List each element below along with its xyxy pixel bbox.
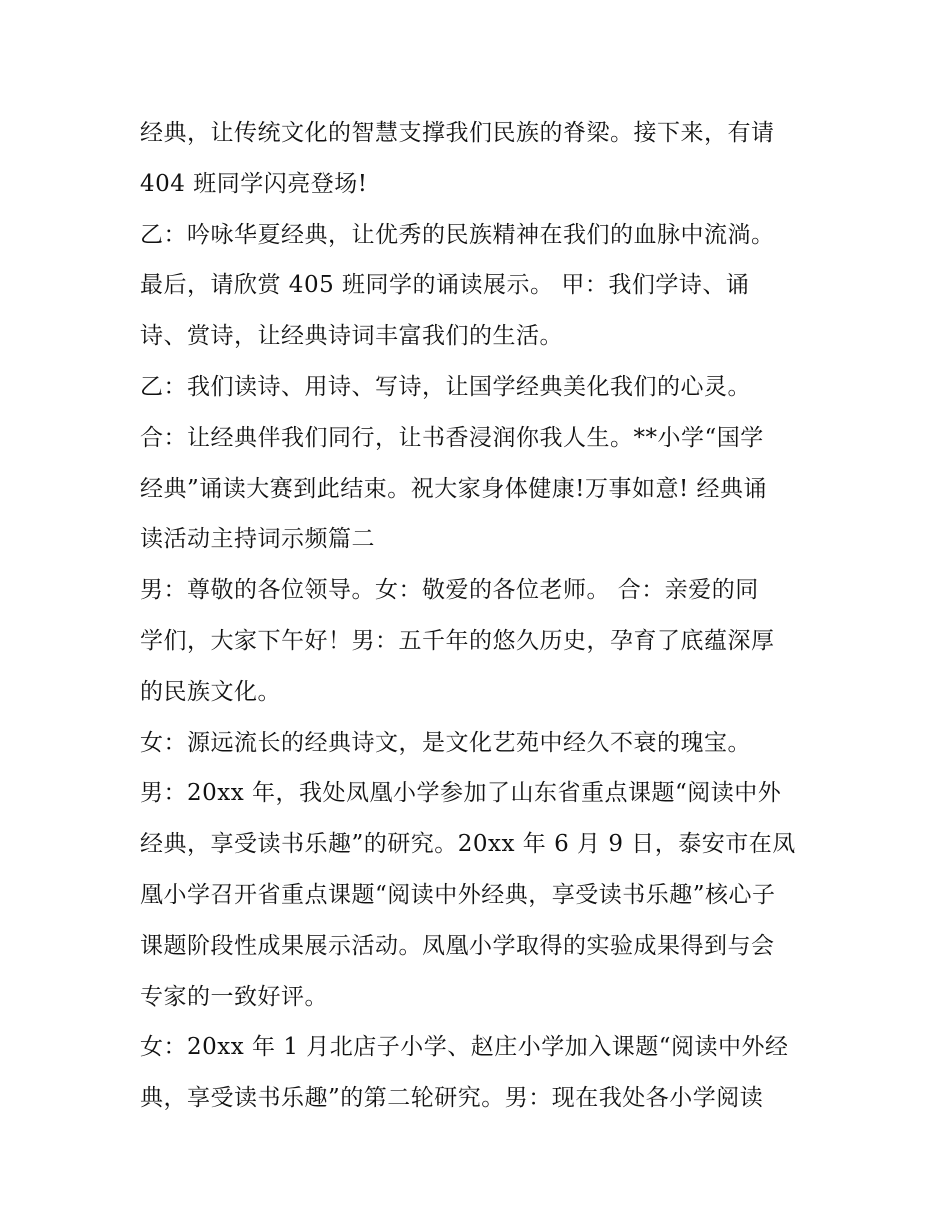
text-line: 乙：我们读诗、用诗、写诗，让国学经典美化我们的心灵。 <box>140 373 751 400</box>
text-line: 404 班同学闪亮登场! <box>140 170 368 197</box>
text-line: 读活动主持词示频篇二 <box>140 526 375 553</box>
text-line: 女：20xx 年 1 月北店子小学、赵庄小学加入课题“阅读中外经 <box>140 1034 789 1061</box>
text-line: 凰小学召开省重点课题“阅读中外经典，享受读书乐趣”核心子 <box>140 881 776 908</box>
text-line: 专家的一致好评。 <box>140 983 328 1010</box>
text-line: 乙：吟咏华夏经典，让优秀的民族精神在我们的血脉中流淌。 <box>140 221 775 248</box>
text-line: 最后，请欣赏 405 班同学的诵读展示。 甲：我们学诗、诵 <box>140 272 750 299</box>
text-line: 男：20xx 年，我处凤凰小学参加了山东省重点课题“阅读中外 <box>140 780 782 807</box>
text-line: 合：让经典伴我们同行，让书香浸润你我人生。**小学“国学 <box>140 424 764 451</box>
text-line: 的民族文化。 <box>140 678 281 705</box>
text-line: 经典”诵读大赛到此结束。祝大家身体健康!万事如意! 经典诵 <box>140 475 768 502</box>
text-line: 典，享受读书乐趣”的第二轮研究。男：现在我处各小学阅读 <box>140 1085 764 1112</box>
text-line: 经典，享受读书乐趣”的研究。20xx 年 6 月 9 日，泰安市在凤 <box>140 831 796 858</box>
text-line: 经典，让传统文化的智慧支撑我们民族的脊梁。接下来，有请 <box>140 120 775 146</box>
text-line: 女：源远流长的经典诗文，是文化艺苑中经久不衰的瑰宝。 <box>140 729 751 756</box>
text-line: 学们，大家下午好！男：五千年的悠久历史，孕育了底蕴深厚 <box>140 627 775 654</box>
document-body <box>140 108 820 1124</box>
text-line: 诗、赏诗，让经典诗词丰富我们的生活。 <box>140 323 563 350</box>
text-line: 课题阶段性成果展示活动。凤凰小学取得的实验成果得到与会 <box>140 932 775 959</box>
text-line: 男：尊敬的各位领导。女：敬爱的各位老师。 合：亲爱的同 <box>140 577 759 604</box>
